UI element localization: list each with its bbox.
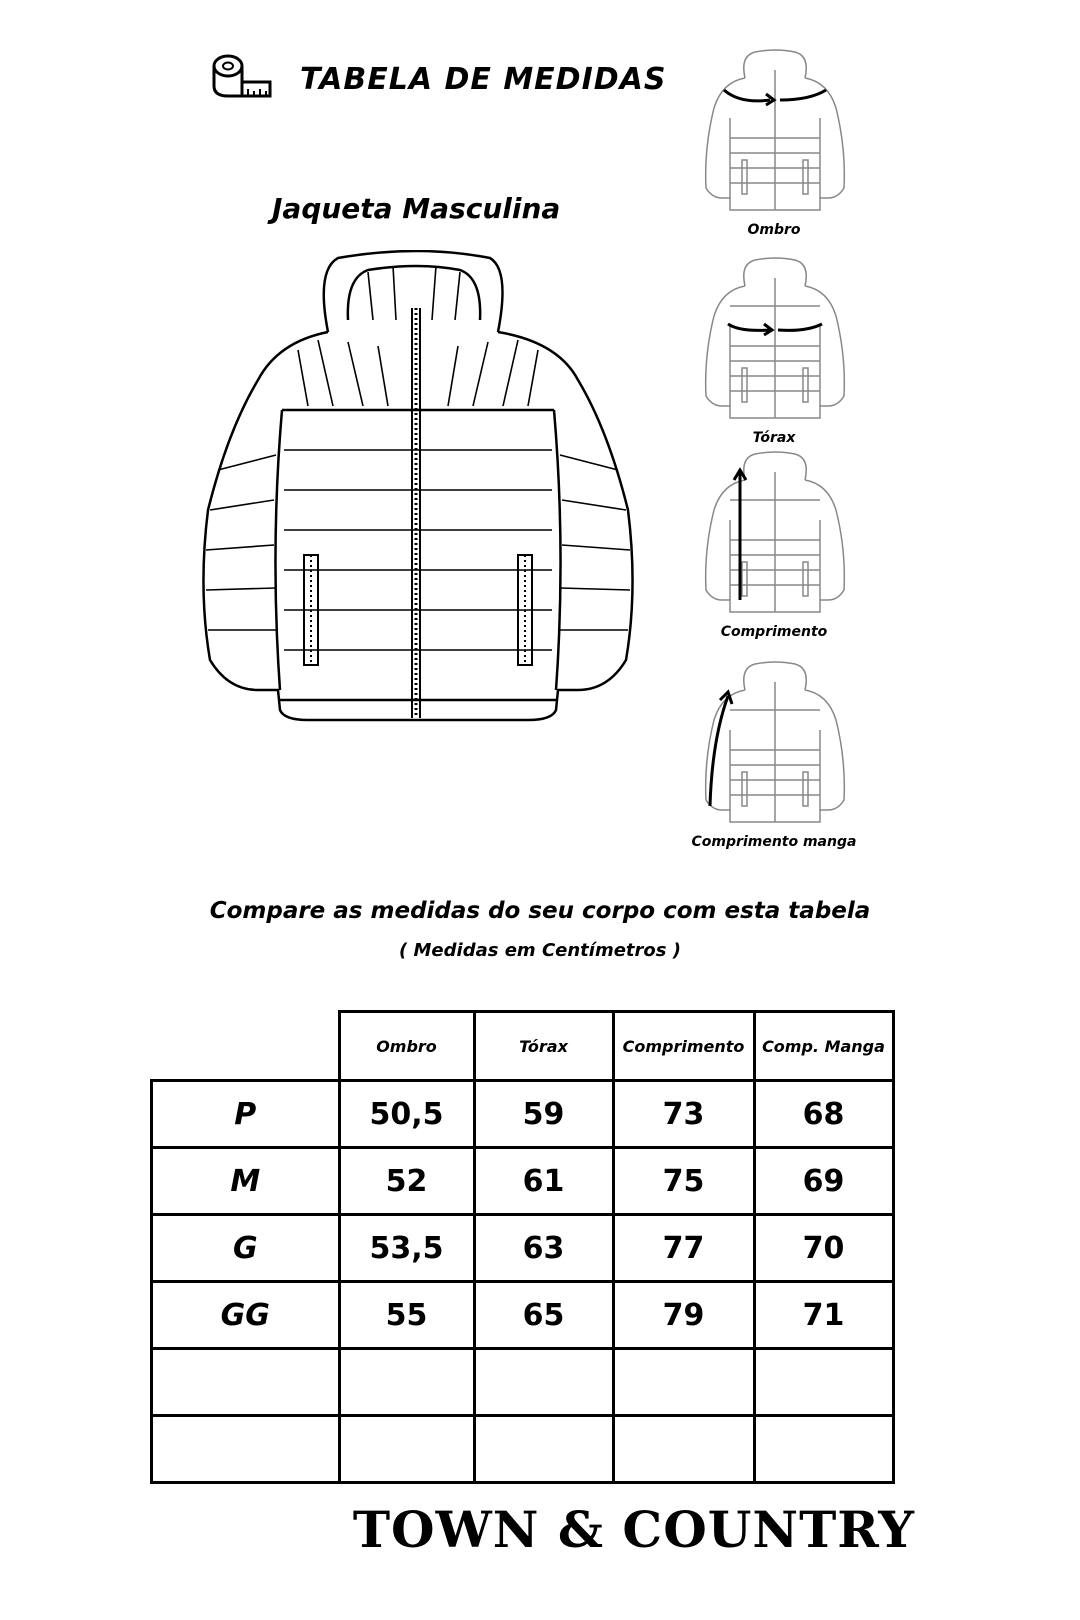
table-cell: 55 — [339, 1282, 474, 1349]
guide-label: Comprimento manga — [691, 834, 857, 850]
jacket-length-icon — [700, 450, 850, 620]
table-cell: 75 — [613, 1148, 754, 1215]
table-row — [152, 1416, 894, 1483]
table-cell: 63 — [474, 1215, 613, 1282]
guide-sleeve-length — [691, 660, 884, 850]
size-label: G — [152, 1215, 340, 1282]
table-cell — [339, 1416, 474, 1483]
product-subtitle: Jaqueta Masculina — [272, 192, 561, 225]
size-label — [152, 1416, 340, 1483]
column-header: Comprimento — [613, 1012, 754, 1081]
table-cell — [474, 1349, 613, 1416]
table-row — [152, 1349, 894, 1416]
size-label: GG — [152, 1282, 340, 1349]
table-cell — [613, 1416, 754, 1483]
table-row — [152, 1081, 894, 1148]
table-cell: 77 — [613, 1215, 754, 1282]
table-cell: 73 — [613, 1081, 754, 1148]
column-header: Comp. Manga — [754, 1012, 893, 1081]
column-header: Ombro — [339, 1012, 474, 1081]
guide-shoulder — [700, 48, 884, 238]
brand-logo: TOWN & COUNTRY — [352, 1500, 915, 1559]
size-label: P — [152, 1081, 340, 1148]
column-header: Tórax — [474, 1012, 613, 1081]
units-note: ( Medidas em Centímetros ) — [399, 940, 681, 961]
table-cell: 53,5 — [339, 1215, 474, 1282]
guide-label: Comprimento — [720, 624, 828, 640]
table-row — [152, 1148, 894, 1215]
table-cell: 69 — [754, 1148, 893, 1215]
table-cell: 65 — [474, 1282, 613, 1349]
table-cell: 59 — [474, 1081, 613, 1148]
table-cell: 68 — [754, 1081, 893, 1148]
table-corner — [152, 1012, 340, 1081]
size-label — [152, 1349, 340, 1416]
table-cell — [474, 1416, 613, 1483]
jacket-chest-icon — [700, 256, 850, 426]
table-row — [152, 1282, 894, 1349]
jacket-sleeve-icon — [700, 660, 850, 830]
compare-instruction: Compare as medidas do seu corpo com esta tabela — [209, 898, 871, 924]
table-cell — [339, 1349, 474, 1416]
table-cell — [754, 1416, 893, 1483]
jacket-shoulder-icon — [700, 48, 850, 218]
table-cell: 52 — [339, 1148, 474, 1215]
measuring-tape-icon — [212, 52, 274, 102]
table-cell: 61 — [474, 1148, 613, 1215]
jacket-illustration — [198, 250, 638, 750]
table-cell: 50,5 — [339, 1081, 474, 1148]
table-cell: 70 — [754, 1215, 893, 1282]
guide-label: Ombro — [747, 222, 801, 238]
table-cell — [754, 1349, 893, 1416]
size-table — [150, 1010, 895, 1484]
table-header-row — [152, 1012, 894, 1081]
guide-label: Tórax — [752, 430, 796, 446]
table-cell: 71 — [754, 1282, 893, 1349]
table-cell — [613, 1349, 754, 1416]
guide-chest — [700, 256, 884, 446]
guide-length — [700, 450, 884, 640]
size-label: M — [152, 1148, 340, 1215]
table-cell: 79 — [613, 1282, 754, 1349]
table-row — [152, 1215, 894, 1282]
page-title: TABELA DE MEDIDAS — [300, 62, 667, 97]
